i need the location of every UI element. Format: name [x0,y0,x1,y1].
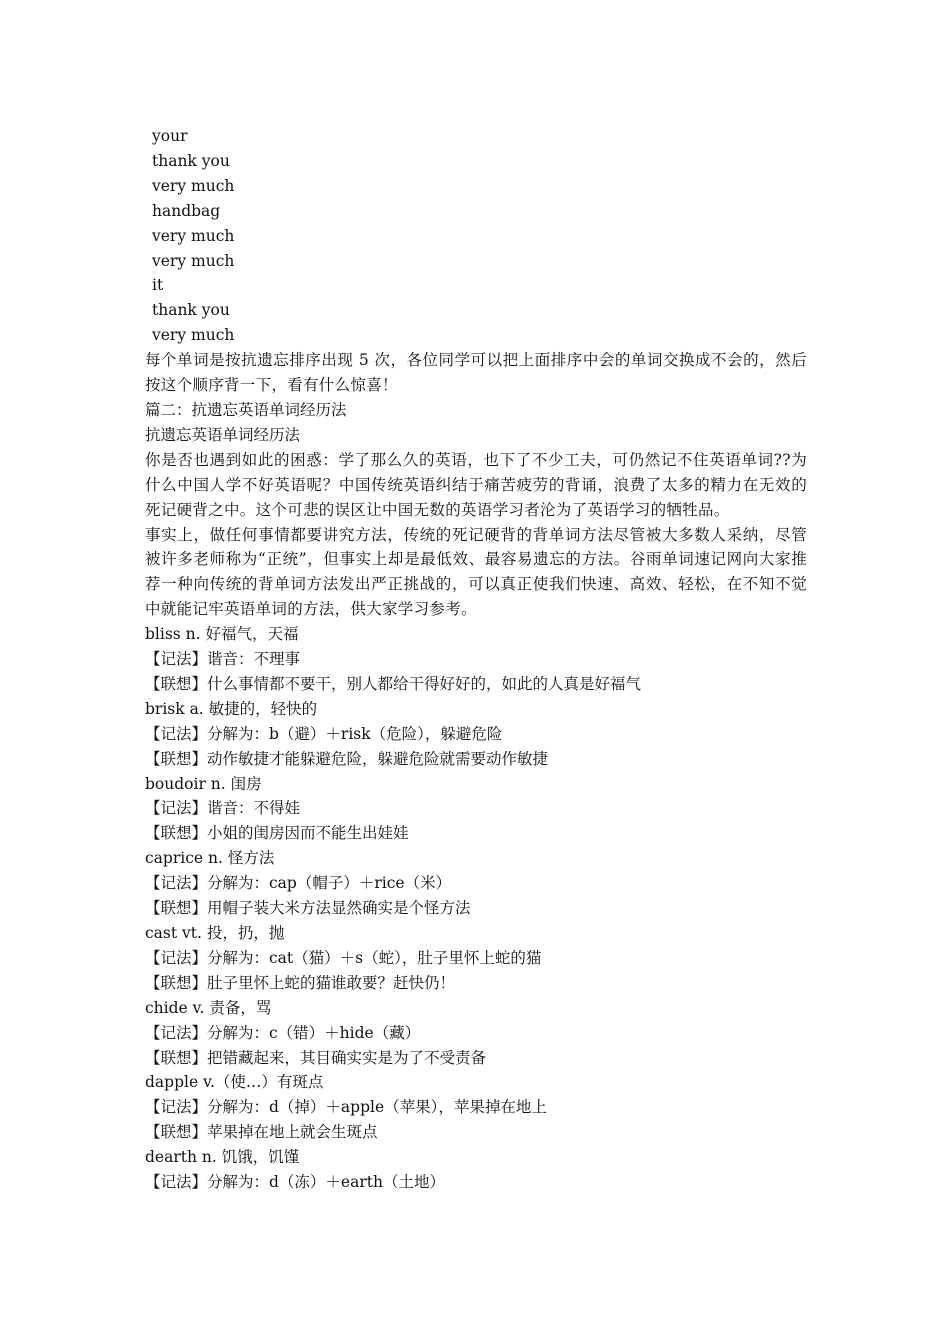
entry-association: 【联想】什么事情都不要干，别人都给干得好好的，如此的人真是好福气 [145,674,642,693]
vocab-entry [145,921,807,996]
entry-association: 【联想】小姐的闺房因而不能生出娃娃 [145,824,409,843]
word-list-item: handbag [152,201,221,220]
section-heading: 篇二：抗遗忘英语单词经历法 [145,400,347,419]
entry-association: 【联想】用帽子装大米方法显然确实是个怪方法 [145,899,471,918]
entry-word: boudoir n. 闺房 [145,774,262,793]
vocab-entry [145,996,807,1071]
article-title: 抗遗忘英语单词经历法 [145,425,301,444]
body-paragraph: 事实上，做任何事情都要讲究方法，传统的死记硬背的背单词方法尽管被大多数人采纳，尽管被许多老师称为“正统”，但事实上却是最低效、最容易遗忘的方法。谷雨单词速记网向大家推荐一种向传统的背单词方法发出严正挑战的，可以真正使我们快速、高效、轻松，在不知不觉中就能记牢英语单词的方法，供大家学习参考。 [145,525,807,619]
word-list-item: thank you [152,301,230,320]
entry-method: 【记法】分解为：d（掉）＋apple（苹果），苹果掉在地上 [145,1098,547,1117]
entry-word: caprice n. 怪方法 [145,849,275,868]
word-list-item: very much [152,326,235,345]
body-paragraph: 你是否也遇到如此的困惑：学了那么久的英语，也下了不少工夫，可仍然记不住英语单词??为什么中国人学不好英语呢？中国传统英语纠结于痛苦疲劳的背诵，浪费了太多的精力在无效的死记硬背之中。这个可悲的误区让中国无数的英语学习者沦为了英语学习的牺牲品。 [145,450,807,519]
entry-word: chide v. 责备，骂 [145,998,272,1017]
vocab-entry [145,697,807,772]
word-list-item: thank you [152,151,230,170]
entry-word: dapple v.（使…）有斑点 [145,1073,324,1092]
vocab-entry [145,1070,807,1145]
vocab-entry [145,1145,807,1195]
word-list-item: very much [152,226,235,245]
entry-word: bliss n. 好福气，天福 [145,625,299,644]
word-list-item: your [152,127,188,145]
word-list-item: very much [152,176,235,195]
entry-association: 【联想】把错藏起来，其目确实实是为了不受责备 [145,1048,487,1067]
entry-method: 【记法】分解为：cat（猫）＋s（蛇），肚子里怀上蛇的猫 [145,948,542,967]
entry-association: 【联想】苹果掉在地上就会生斑点 [145,1123,378,1142]
word-list-item: very much [152,251,235,270]
entry-association: 【联想】动作敏捷才能躲避危险，躲避危险就需要动作敏捷 [145,749,549,768]
vocab-entry [145,772,807,847]
word-list-item: it [152,276,164,295]
entry-method: 【记法】分解为：cap（帽子）＋rice（米） [145,874,452,893]
vocab-entry [145,622,807,697]
vocab-entry [145,846,807,921]
entry-word: dearth n. 饥饿，饥馑 [145,1148,300,1167]
entry-method: 【记法】分解为：b（避）＋risk（危险），躲避危险 [145,724,503,743]
entry-word: cast vt. 投，扔，抛 [145,924,285,942]
entry-association: 【联想】肚子里怀上蛇的猫谁敢要？赶快仍！ [145,973,456,992]
entry-method: 【记法】分解为：c（错）＋hide（藏） [145,1023,421,1042]
entry-method: 【记法】谐音：不理事 [145,650,301,669]
entry-method: 【记法】谐音：不得娃 [145,799,301,818]
intro-paragraph: 每个单词是按抗遗忘排序出现 5 次，各位同学可以把上面排序中会的单词交换成不会的，然后按这个顺序背一下，看有什么惊喜！ [145,351,807,395]
document-body [145,124,807,1195]
entry-word: brisk a. 敏捷的，轻快的 [145,699,318,718]
entry-method: 【记法】分解为：d（冻）＋earth（土地） [145,1173,445,1192]
